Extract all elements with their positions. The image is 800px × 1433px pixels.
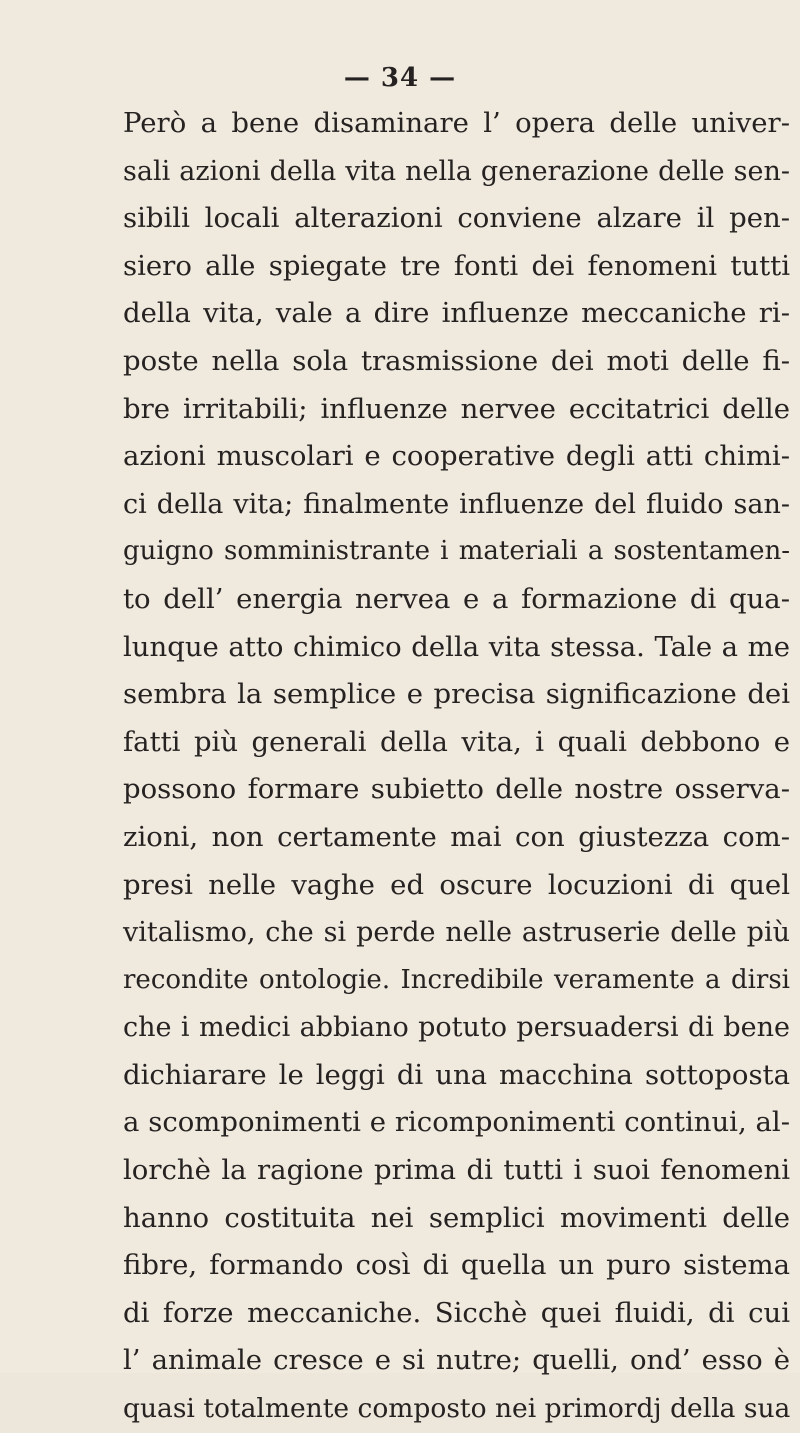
text-line: lorchè la ragione prima di tutti i suoi fenomeni [123,1154,790,1187]
text-line: recondite ontologie. Incredibile veramente a dirsi [123,964,790,995]
body-text [123,100,790,1433]
text-line: presi nelle vaghe ed oscure locuzioni di quel [123,868,790,901]
text-line: l’ animale cresce e si nutre; quelli, ond’ esso è [123,1344,790,1377]
text-line: a scomponimenti e ricomponimenti continui, al- [123,1106,790,1139]
text-line: possono formare subietto delle nostre osserva- [123,773,790,806]
text-line: sembra la semplice e precisa significazione dei [123,678,790,711]
text-line: fibre, formando così di quella un puro sistema [123,1249,790,1282]
text-line: bre irritabili; influenze nervee eccitatrici delle [123,392,790,425]
text-line: poste nella sola trasmissione dei moti delle fi- [123,344,790,377]
text-line: lunque atto chimico della vita stessa. Tale a me [123,630,790,663]
text-line: vitalismo, che si perde nelle astruserie delle più [123,917,790,949]
text-line: dichiarare le leggi di una macchina sottoposta [123,1058,790,1091]
text-line: che i medici abbiano potuto persuadersi di bene [123,1012,790,1044]
text-line: hanno costituita nei semplici movimenti delle [123,1201,790,1234]
text-line: ci della vita; finalmente influenze del fluido san- [123,488,790,520]
text-line: sali azioni della vita nella generazione delle sen- [123,155,790,187]
text-line: siero alle spiegate tre fonti dei fenomeni tutti [123,249,790,282]
text-line: quasi totalmente composto nei primordj della sua [123,1393,791,1425]
text-line: fatti più generali della vita, i quali debbono e [123,725,790,758]
text-line: azioni muscolari e cooperative degli atti chimi- [123,440,790,473]
page-number: — 34 — [343,63,457,93]
text-line: zioni, non certamente mai con giustezza com- [123,820,790,853]
text-line: della vita, vale a dire influenze meccaniche ri- [123,297,790,330]
text-line: sibili locali alterazioni conviene alzare il pen- [123,202,790,235]
text-line: guigno somministrante i materiali a sostentamen- [123,536,790,567]
text-line: di forze meccaniche. Sicchè quei fluidi, di cui [123,1296,790,1329]
text-line: to dell’ energia nervea e a formazione di qua- [123,582,790,615]
text-line: Però a bene disaminare l’ opera delle univer- [123,107,790,139]
